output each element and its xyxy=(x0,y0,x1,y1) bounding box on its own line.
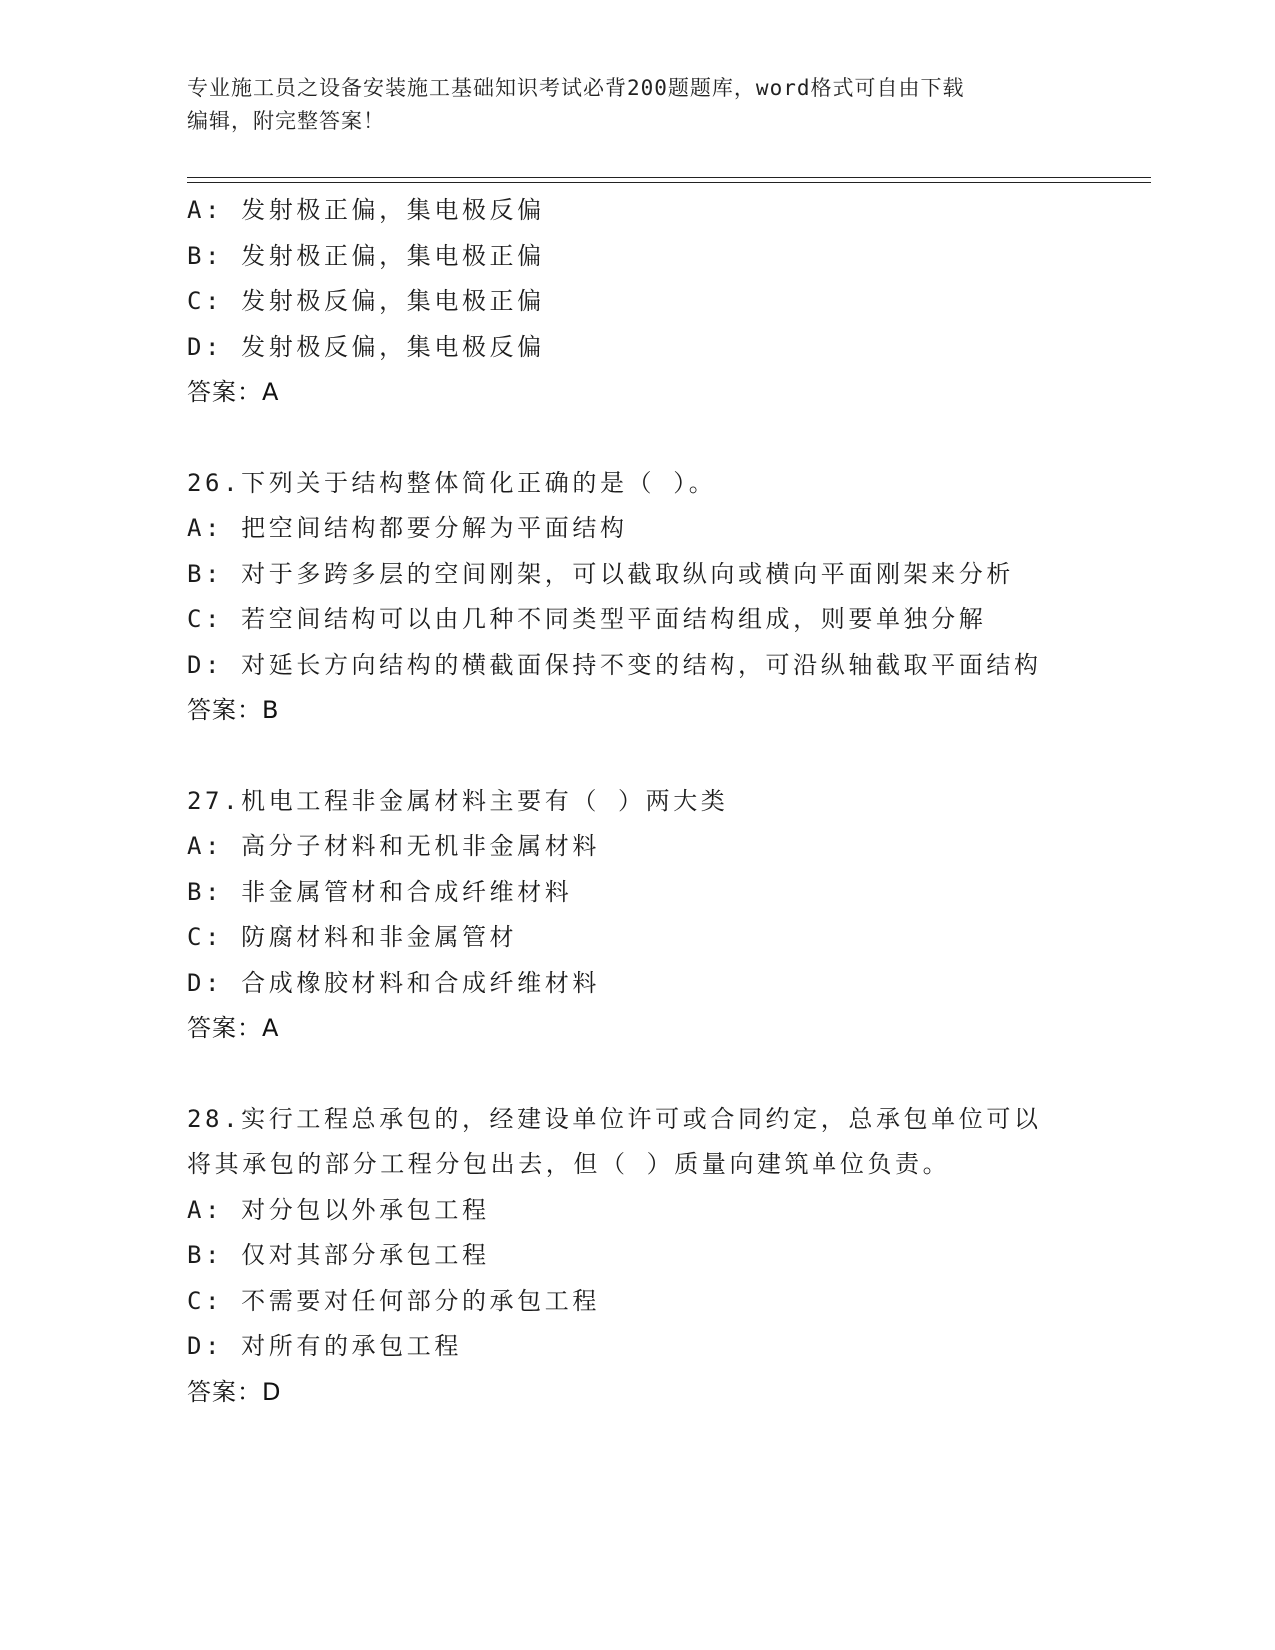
header-divider-top xyxy=(187,177,1151,178)
option-b: B: 仅对其部分承包工程 xyxy=(187,1241,490,1269)
option-d: D: 合成橡胶材料和合成纤维材料 xyxy=(187,968,600,997)
header-divider-bottom xyxy=(187,182,1151,183)
option-b: B: 非金属管材和合成纤维材料 xyxy=(187,877,573,906)
question-spacer xyxy=(187,1052,1147,1097)
answer: 答案：A xyxy=(187,378,280,406)
question-list xyxy=(187,188,1147,1415)
option-d: D: 发射极反偏，集电极反偏 xyxy=(187,332,545,361)
question-stem-line-2: 将其承包的部分工程分包出去，但（ ）质量向建筑单位负责。 xyxy=(187,1150,951,1178)
option-c: C: 若空间结构可以由几种不同类型平面结构组成，则要单独分解 xyxy=(187,605,987,633)
option-a: A: 高分子材料和无机非金属材料 xyxy=(187,832,600,860)
document-header xyxy=(187,72,1087,138)
question-stem: 26.下列关于结构整体简化正确的是（ ）。 xyxy=(187,468,717,497)
question-27 xyxy=(187,779,1147,1052)
question-stem: 27.机电工程非金属材料主要有（ ）两大类 xyxy=(187,786,729,815)
header-line-2: 编辑，附完整答案！ xyxy=(187,109,385,133)
question-26 xyxy=(187,461,1147,734)
question-25 xyxy=(187,188,1147,416)
question-stem-line-1: 28.实行工程总承包的，经建设单位许可或合同约定，总承包单位可以 xyxy=(187,1104,1042,1133)
answer: 答案：B xyxy=(187,696,280,724)
question-spacer xyxy=(187,416,1147,461)
answer: 答案：A xyxy=(187,1014,280,1042)
option-a: A: 发射极正偏，集电极反偏 xyxy=(187,196,545,224)
question-28 xyxy=(187,1097,1147,1416)
option-b: B: 对于多跨多层的空间刚架，可以截取纵向或横向平面刚架来分析 xyxy=(187,559,1014,588)
option-d: D: 对延长方向结构的横截面保持不变的结构，可沿纵轴截取平面结构 xyxy=(187,650,1042,679)
question-spacer xyxy=(187,734,1147,779)
option-c: C: 防腐材料和非金属管材 xyxy=(187,923,518,951)
option-a: A: 把空间结构都要分解为平面结构 xyxy=(187,514,628,542)
option-c: C: 不需要对任何部分的承包工程 xyxy=(187,1286,600,1315)
header-line-1: 专业施工员之设备安装施工基础知识考试必背200题题库，word格式可自由下载 xyxy=(187,76,965,100)
option-b: B: 发射极正偏，集电极正偏 xyxy=(187,241,545,270)
option-d: D: 对所有的承包工程 xyxy=(187,1332,462,1360)
option-a: A: 对分包以外承包工程 xyxy=(187,1195,490,1224)
option-c: C: 发射极反偏，集电极正偏 xyxy=(187,287,545,315)
answer: 答案：D xyxy=(187,1377,282,1406)
